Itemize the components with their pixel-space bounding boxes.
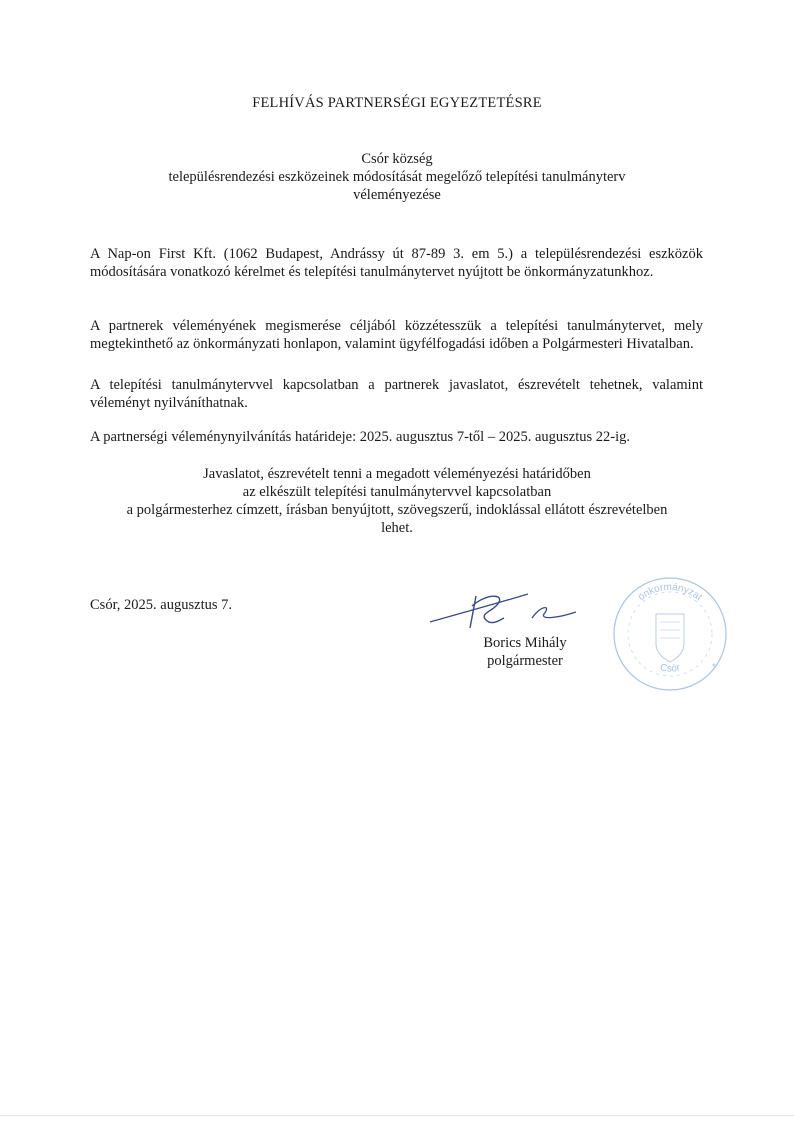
stamp-text-bottom: Csór bbox=[659, 662, 682, 675]
paragraph-request: A Nap-on First Kft. (1062 Budapest, Andrássy út 87-89 3. em 5.) a településrendezési eszközök módosítására vonatkozó kérelmet és telepítési tanulmánytervet nyújtott be önkormányzatunkhoz. bbox=[90, 246, 703, 280]
paragraph-partners: A telepítési tanulmánytervvel kapcsolatban a partnerek javaslatot, észrevételt tehetnek, valamint véleményt nyilváníthatnak. bbox=[90, 377, 703, 411]
signer-block bbox=[470, 634, 580, 670]
official-stamp bbox=[608, 574, 733, 694]
subtitle-line-1: Csór község bbox=[361, 151, 433, 167]
paragraph-deadline: A partnerségi véleménynyilvánítás határideje: 2025. augusztus 7-től – 2025. augusztus 22-ig. bbox=[90, 429, 631, 445]
subtitle-line-2: településrendezési eszközeinek módosítását megelőző telepítési tanulmányterv bbox=[168, 169, 626, 185]
document-title: FELHÍVÁS PARTNERSÉGI EGYEZTETÉSRE bbox=[252, 95, 542, 111]
handwritten-signature bbox=[428, 584, 598, 634]
subtitle-line-3: véleményezése bbox=[353, 187, 441, 203]
submission-instructions bbox=[90, 465, 704, 537]
paragraph-publication: A partnerek véleményének megismerése céljából közzétesszük a telepítési tanulmánytervet, mely megtekinthető az önkormányzati honlapon, valamint ügyfélfogadási időben a Polgármesteri Hivatalban. bbox=[90, 318, 703, 352]
place-and-date: Csór, 2025. augusztus 7. bbox=[90, 597, 232, 613]
stamp-text-top: önkormányzat bbox=[636, 581, 704, 604]
instructions-line-1: Javaslatot, észrevételt tenni a megadott véleményezési határidőben bbox=[203, 466, 591, 482]
instructions-line-2: az elkészült telepítési tanulmánytervvel kapcsolatban bbox=[242, 484, 552, 500]
instructions-line-3: a polgármesterhez címzett, írásban benyújtott, szövegszerű, indoklással ellátott észrevételben bbox=[126, 502, 668, 518]
svg-text:*: * bbox=[712, 662, 716, 673]
signer-role: polgármester bbox=[487, 653, 563, 669]
signer-name: Borics Mihály bbox=[483, 635, 567, 651]
page-bottom-rule bbox=[0, 1115, 794, 1116]
document-subtitle bbox=[90, 150, 704, 204]
instructions-line-4: lehet. bbox=[381, 520, 413, 536]
